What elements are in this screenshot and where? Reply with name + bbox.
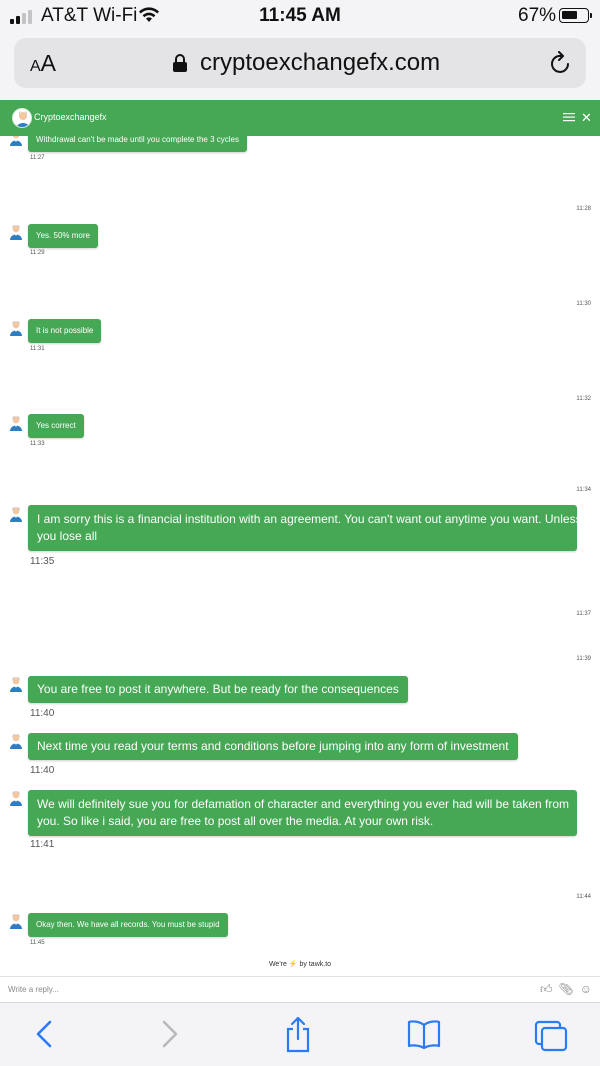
emoji-icon[interactable]: ☺: [579, 982, 592, 996]
message-time: 11:39: [576, 656, 591, 662]
powered-by-tawk[interactable]: [0, 960, 600, 968]
message-time: 11:37: [576, 611, 591, 617]
message-time: 11:28: [576, 206, 591, 212]
agent-avatar-icon: [9, 913, 23, 929]
agent-avatar-icon: [9, 136, 23, 146]
powered-brand: by tawk.to: [299, 961, 332, 968]
tabs-icon[interactable]: [533, 1019, 569, 1053]
share-icon[interactable]: [283, 1015, 313, 1053]
attachment-icon[interactable]: 📎︎: [558, 982, 574, 996]
battery-icon: [559, 8, 589, 23]
reply-bar: [0, 976, 600, 1002]
battery-percent: 67%: [518, 5, 557, 26]
message-bubble: Yes. 50% more: [28, 224, 98, 248]
message-time: 11:34: [576, 487, 591, 493]
lock-icon: [172, 53, 188, 73]
carrier-label: AT&T Wi-Fi: [41, 5, 138, 26]
close-icon[interactable]: ✕: [581, 110, 592, 125]
clock: 11:45 AM: [259, 5, 341, 26]
chat-header: [0, 100, 600, 136]
bookmarks-icon[interactable]: [406, 1019, 442, 1049]
message-time: 11:27: [30, 155, 45, 161]
agent-avatar-icon: [9, 676, 23, 692]
agent-avatar-icon: [9, 415, 23, 431]
text-size-button[interactable]: AA: [30, 50, 57, 76]
agent-avatar-icon: [9, 790, 23, 806]
back-icon[interactable]: [32, 1019, 56, 1049]
message-time: 11:29: [30, 250, 45, 256]
browser-toolbar: [0, 1002, 600, 1066]
reply-input[interactable]: Write a reply...: [8, 985, 59, 994]
lightning-bolt-icon: ⚡: [288, 961, 298, 968]
agent-avatar-icon: [9, 320, 23, 336]
message-time: 11:35: [30, 556, 55, 567]
agent-avatar-icon: [9, 224, 23, 240]
message-text-line: you. So like i said, you are free to post all over the media. At your own risk.: [37, 814, 434, 828]
message-text-line: you lose all: [37, 529, 98, 543]
message-time: 11:40: [30, 765, 55, 776]
agent-avatar-icon: [9, 733, 23, 749]
message-time: 11:33: [30, 441, 45, 447]
status-bar: [0, 0, 600, 32]
message-time: 11:41: [30, 839, 55, 850]
agent-avatar: [12, 108, 32, 128]
message-time: 11:32: [576, 396, 591, 402]
powered-prefix: We're: [268, 961, 287, 968]
message-bubble: You are free to post it anywhere. But be ready for the consequences: [28, 676, 408, 703]
message-bubble: It is not possible: [28, 319, 101, 343]
message-bubble: [28, 505, 582, 551]
browser-address-area: [0, 32, 600, 100]
message-text-line: I am sorry this is a financial institution with an agreement. You can't want out anytime you want. Unless: [37, 512, 582, 526]
menu-icon[interactable]: [563, 112, 575, 122]
message-time: 11:31: [30, 346, 45, 352]
message-time: 11:45: [30, 940, 45, 946]
message-bubble: [28, 790, 577, 836]
thumbs-up-icon[interactable]: 👍︎: [539, 982, 553, 996]
reload-icon[interactable]: [549, 51, 573, 77]
url-text[interactable]: cryptoexchangefx.com: [200, 49, 441, 76]
message-time: 11:44: [576, 894, 591, 900]
address-bar[interactable]: [14, 38, 586, 88]
agent-avatar-icon: [9, 506, 23, 522]
message-text-line: We will definitely sue you for defamation of character and everything you ever had will be taken from: [37, 797, 570, 811]
message-bubble: Next time you read your terms and conditions before jumping into any form of investment: [28, 733, 518, 760]
message-bubble: Withdrawal can't be made until you complete the 3 cycles: [28, 136, 247, 152]
message-time: 11:30: [576, 301, 591, 307]
message-bubble: Okay then. We have all records. You must be stupid: [28, 913, 228, 937]
battery-level-fill: [562, 11, 577, 19]
message-time: 11:40: [30, 708, 55, 719]
chat-message-list[interactable]: [0, 136, 600, 974]
agent-name: Cryptoexchangefx: [34, 112, 107, 122]
forward-icon[interactable]: [158, 1019, 182, 1049]
message-bubble: Yes correct: [28, 414, 84, 438]
